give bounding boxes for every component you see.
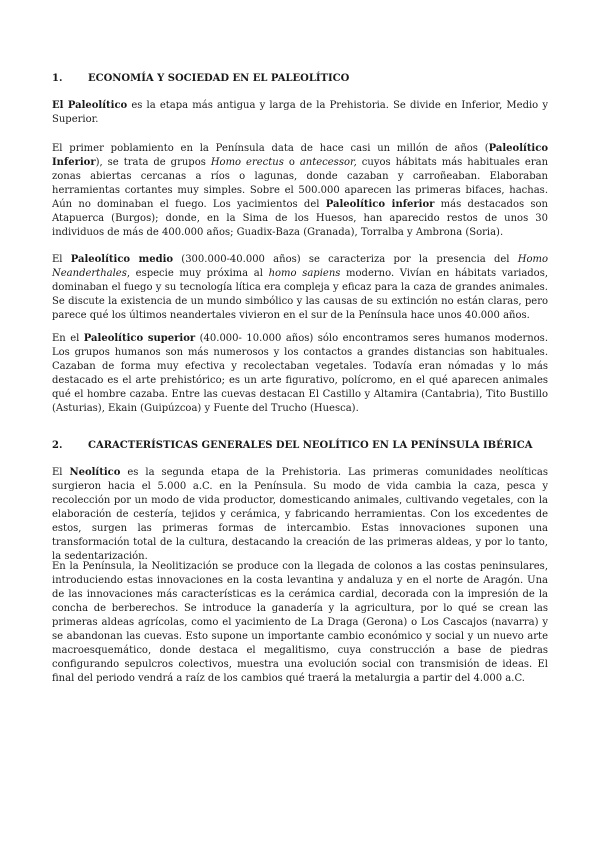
paragraph (52, 466, 548, 564)
bold-term: El Paleolítico (52, 100, 128, 111)
text-run: , especie muy próxima al (126, 268, 269, 280)
bold-term: Paleolítico Inferior (52, 143, 548, 169)
text-run: más destacados son Atapuerca (Burgos); donde, en la Sima de los Huesos, han aparecido restos de unos 30 individuos de más de 400.000 años; Guadix-Baza (Granada), Torralba y Ambrona (Soria). (52, 199, 548, 239)
section-1-heading (52, 72, 548, 86)
bold-term: Paleolítico medio (70, 254, 174, 265)
bold-term: Paleolítico superior (83, 333, 196, 344)
italic-term: antecessor, (299, 157, 357, 169)
text-run: El primer poblamiento en la Península data de hace casi un millón de años ( (52, 143, 489, 154)
bold-term: Paleolítico inferior (325, 199, 435, 211)
paragraph (52, 253, 548, 323)
italic-term: Homo erectus (210, 157, 284, 169)
text-run: En la Península, la Neolitización se produce con la llegada de colonos a las costas peninsulares, introduciendo estas innovaciones en la costa levantina y andaluza y en el norte de Aragón. Una de las innovaciones más características es la cerámica cardial, decorada con la impresión de la concha de berberechos. Se introduce la ganadería y la agricultura, por lo qué se crean las primeras aldeas agrícolas, como el yacimiento de La Draga (Gerona) o Los Cascajos (navarra) y se abandonan las cuevas. Esto supone un importante cambio económico y social y un nuevo arte macroesquemático, donde destaca el megalitismo, cuya construcción a base de piedras configurando sepulcros colectivos, muestra una evolución social con transmisión de ideas. El final del periodo vendrá a raíz de los cambios qué traerá la metalurgia a partir del 4.000 a.C. (52, 561, 548, 685)
paragraph (52, 142, 548, 240)
text-run: El (52, 467, 70, 478)
italic-term: homo sapiens (268, 268, 341, 280)
text-run: (300.000-40.000 años) se caracteriza por la presencia del (173, 254, 518, 265)
italic-term: Homo Neanderthales (52, 254, 548, 280)
paragraph (52, 332, 548, 416)
paragraph (52, 99, 548, 127)
section-2-number: 2. (52, 440, 63, 451)
section-2-heading (52, 439, 548, 453)
text-run: ), se trata de grupos (95, 157, 211, 169)
text-run: o (283, 157, 300, 169)
section-2-title: CARACTERÍSTICAS GENERALES DEL NEOLÍTICO EN LA PENÍNSULA IBÉRICA (88, 440, 533, 451)
paragraph (52, 560, 548, 686)
section-1-title: ECONOMÍA Y SOCIEDAD EN EL PALEOLÍTICO (88, 73, 350, 84)
text-run: En el (52, 333, 84, 344)
section-1-number: 1. (52, 73, 63, 84)
text-run: El (52, 254, 71, 265)
text-run: moderno. Vivían en hábitats variados, dominaban el fuego y su tecnología lítica era compleja y eficaz para la caza de grandes animales. Se discute la existencia de un mundo simbólico y las causas de su extinción no están claras, pero parece qué los últimos neandertales vivieron en el sur de la Península hace unos 40.000 años. (52, 268, 549, 322)
text-run: es la segunda etapa de la Prehistoria. Las primeras comunidades neolíticas surgieron hacia el 5.000 a.C. en la Península. Su modo de vida cambia la caza, pesca y recolección por un modo de vida productor, domesticando animales, cultivando vegetales, con la elaboración de cestería, tejidos y cerámica, y fabricando herramientas. Con los excedentes de estos, surgen las primeras formas de intercambio. Estas innovaciones suponen una transformación total de la cultura, destacando la creación de las primeras aldeas, y por lo tanto, la sedentarización. (52, 467, 548, 563)
text-run: cuyos hábitats más habituales eran zonas abiertas cercanas a ríos o lagunas, donde cazaban y carroñeaban. Elaboraban herramientas cortantes muy simples. Sobre el 500.000 aparecen las primeras bifaces, hachas. Aún no dominaban el fuego. Los yacimientos del (52, 157, 549, 211)
text-run: (40.000- 10.000 años) sólo encontramos seres humanos modernos. Los grupos humanos son más numerosos y los contactos a grandes distancias son habituales. Cazaban de forma muy efectiva y recolectaban vegetales. Todavía eran nómadas y lo más destacado es el arte prehistórico; es un arte figurativo, polícromo, en el qué aparecen animales qué el hombre cazaba. Entre las cuevas destacan El Castillo y Altamira (Cantabria), Tito Bustillo (Asturias), Ekain (Guipúzcoa) y Fuente del Trucho (Huesca). (52, 333, 548, 415)
bold-term: Neolítico (69, 467, 121, 478)
text-run: es la etapa más antigua y larga de la Prehistoria. Se divide en Inferior, Medio y Superior. (52, 100, 548, 126)
